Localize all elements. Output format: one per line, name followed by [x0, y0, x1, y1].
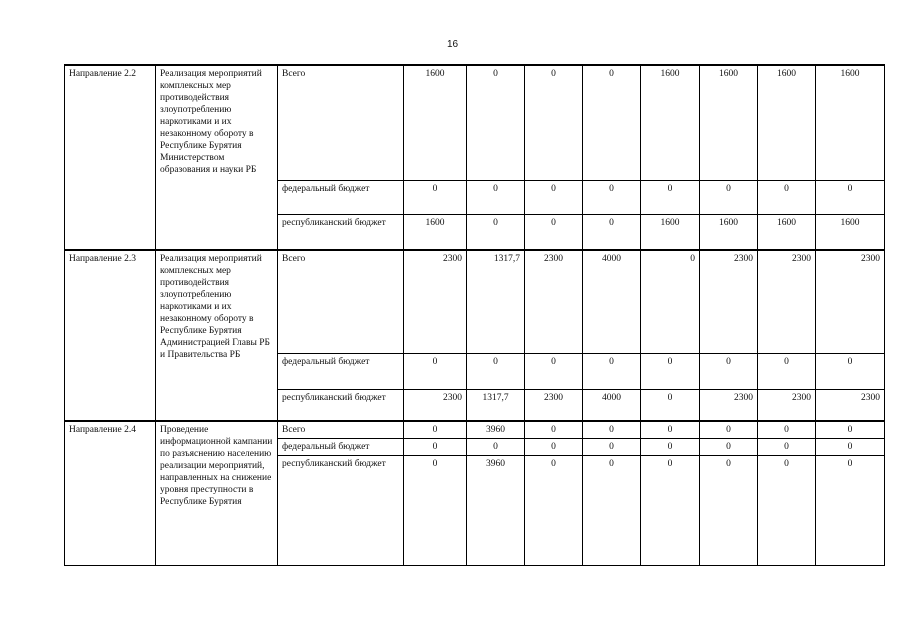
value-cell: 1600 [816, 214, 885, 250]
value-cell: 0 [816, 439, 885, 456]
direction-cell: Направление 2.2 [65, 65, 156, 250]
value-cell: 0 [641, 439, 700, 456]
value-cell: 0 [641, 389, 700, 421]
budget-table [64, 64, 885, 566]
value-cell: 2300 [816, 250, 885, 353]
value-cell: 0 [404, 439, 467, 456]
value-cell: 2300 [404, 250, 467, 353]
value-cell: 2300 [525, 250, 583, 353]
value-cell: 0 [467, 439, 525, 456]
value-cell: 0 [700, 439, 758, 456]
value-cell: 2300 [700, 250, 758, 353]
measure-name-cell: Реализация мероприятий комплексных мер противодействия злоупотреблению наркотиками и их незаконному обороту в Республике Бурятия Министерством образования и науки РБ [156, 65, 278, 250]
value-cell: 0 [758, 180, 816, 214]
value-cell: 0 [525, 65, 583, 180]
value-cell: 0 [525, 180, 583, 214]
value-cell: 4000 [583, 250, 641, 353]
value-cell: 0 [700, 456, 758, 566]
value-cell: 0 [404, 353, 467, 389]
value-cell: 0 [700, 353, 758, 389]
measure-name-cell: Проведение информационной кампании по разъяснению населению реализации мероприятий, направленных на снижение уровня преступности в Республике Бурятия [156, 421, 278, 566]
source-cell: федеральный бюджет [278, 180, 404, 214]
value-cell: 0 [467, 65, 525, 180]
value-cell: 0 [758, 353, 816, 389]
source-cell: республиканский бюджет [278, 214, 404, 250]
value-cell: 0 [467, 353, 525, 389]
value-cell: 0 [467, 214, 525, 250]
source-cell: Всего [278, 421, 404, 439]
value-cell: 2300 [525, 389, 583, 421]
source-cell: федеральный бюджет [278, 439, 404, 456]
value-cell: 1600 [641, 65, 700, 180]
value-cell: 2300 [758, 250, 816, 353]
value-cell: 0 [404, 456, 467, 566]
value-cell: 1600 [404, 65, 467, 180]
source-cell: Всего [278, 250, 404, 353]
value-cell: 0 [525, 353, 583, 389]
value-cell: 1317,7 [467, 389, 525, 421]
value-cell: 0 [758, 421, 816, 439]
value-cell: 0 [641, 180, 700, 214]
value-cell: 1600 [641, 214, 700, 250]
value-cell: 0 [758, 439, 816, 456]
value-cell: 1600 [404, 214, 467, 250]
value-cell: 0 [583, 65, 641, 180]
value-cell: 0 [525, 214, 583, 250]
value-cell: 0 [700, 421, 758, 439]
value-cell: 0 [583, 456, 641, 566]
value-cell: 0 [525, 439, 583, 456]
value-cell: 0 [758, 456, 816, 566]
value-cell: 3960 [467, 456, 525, 566]
source-cell: федеральный бюджет [278, 353, 404, 389]
value-cell: 0 [816, 353, 885, 389]
value-cell: 0 [404, 421, 467, 439]
value-cell: 1600 [700, 214, 758, 250]
value-cell: 0 [583, 180, 641, 214]
table-row [65, 421, 885, 439]
direction-cell: Направление 2.4 [65, 421, 156, 566]
value-cell: 1600 [816, 65, 885, 180]
value-cell: 0 [641, 421, 700, 439]
value-cell: 0 [700, 180, 758, 214]
value-cell: 0 [583, 439, 641, 456]
value-cell: 2300 [700, 389, 758, 421]
value-cell: 3960 [467, 421, 525, 439]
value-cell: 1600 [758, 65, 816, 180]
value-cell: 2300 [816, 389, 885, 421]
table-row [65, 65, 885, 180]
value-cell: 0 [583, 214, 641, 250]
value-cell: 1600 [758, 214, 816, 250]
value-cell: 0 [525, 456, 583, 566]
value-cell: 0 [641, 250, 700, 353]
value-cell: 0 [467, 180, 525, 214]
value-cell: 0 [816, 180, 885, 214]
value-cell: 0 [641, 353, 700, 389]
value-cell: 0 [641, 456, 700, 566]
table-row [65, 250, 885, 353]
page-number: 16 [446, 39, 459, 50]
source-cell: Всего [278, 65, 404, 180]
measure-name-cell: Реализация мероприятий комплексных мер противодействия злоупотреблению наркотиками и их незаконному обороту в Республике Бурятия Администрацией Главы РБ и Правительства РБ [156, 250, 278, 421]
value-cell: 0 [404, 180, 467, 214]
value-cell: 1600 [700, 65, 758, 180]
value-cell: 0 [816, 456, 885, 566]
value-cell: 0 [583, 421, 641, 439]
value-cell: 2300 [404, 389, 467, 421]
value-cell: 4000 [583, 389, 641, 421]
direction-cell: Направление 2.3 [65, 250, 156, 421]
value-cell: 1317,7 [467, 250, 525, 353]
value-cell: 0 [583, 353, 641, 389]
value-cell: 2300 [758, 389, 816, 421]
value-cell: 0 [525, 421, 583, 439]
value-cell: 0 [816, 421, 885, 439]
source-cell: республиканский бюджет [278, 456, 404, 566]
source-cell: республиканский бюджет [278, 389, 404, 421]
